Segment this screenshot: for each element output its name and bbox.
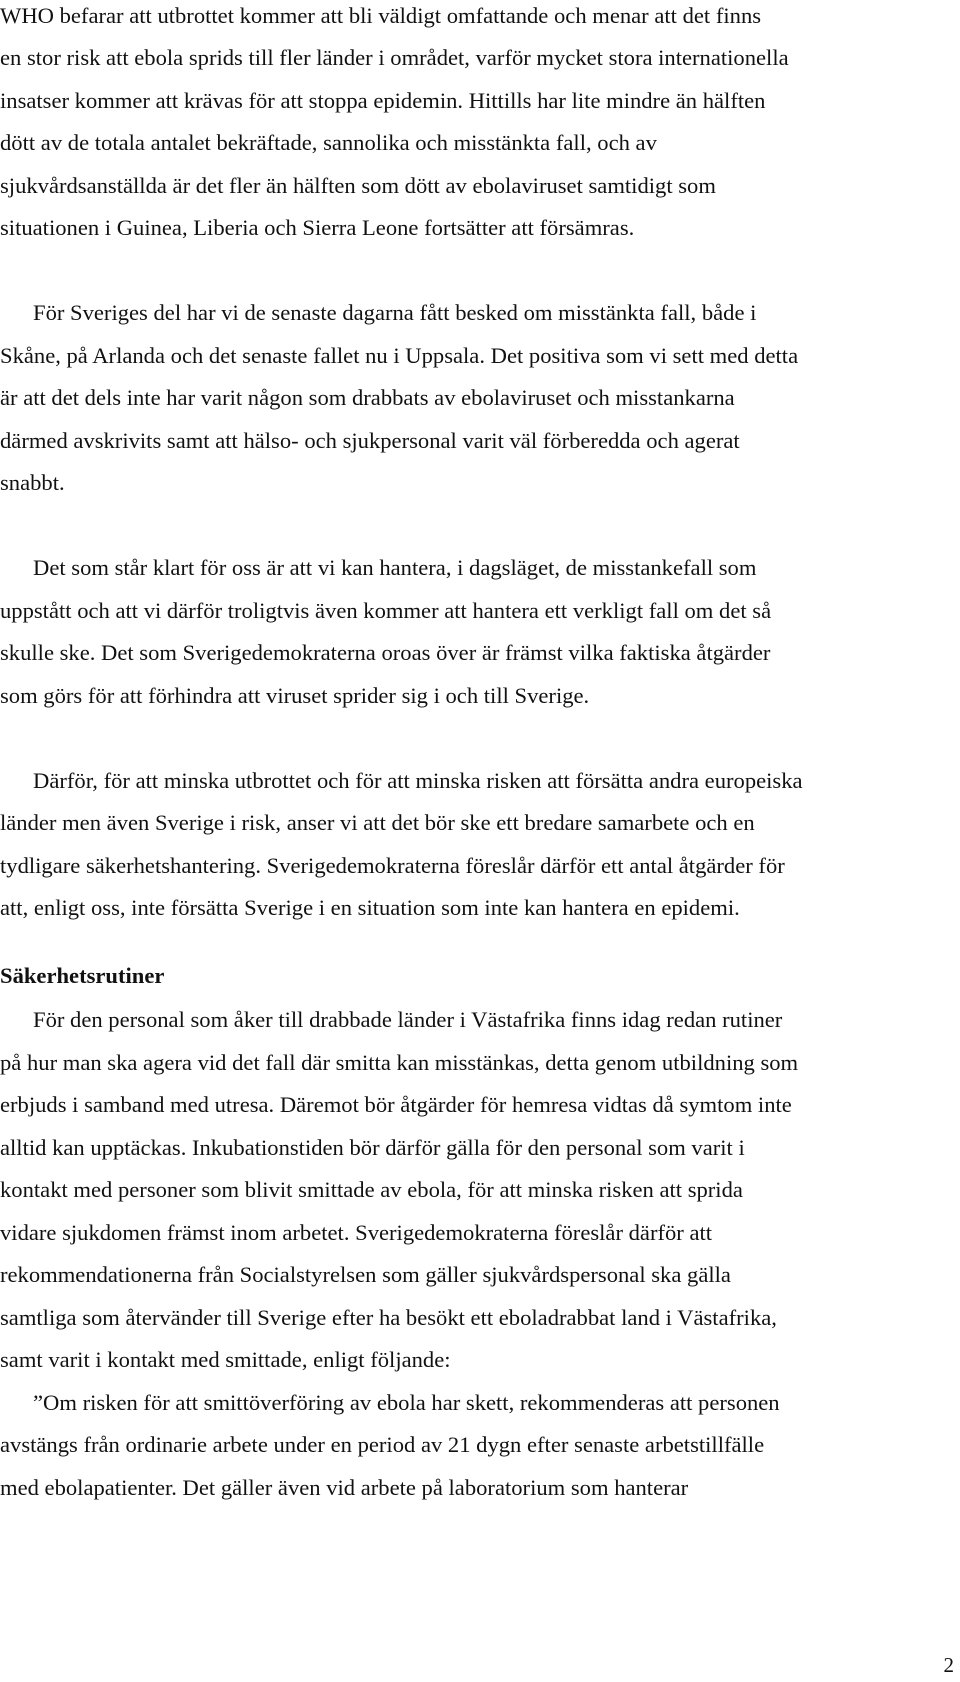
text-line: sjukvårdsanställda är det fler än hälften som dött av ebolaviruset samtidigt som [0, 173, 716, 198]
text-line: För Sveriges del har vi de senaste dagarna fått besked om misstänkta fall, både i [33, 300, 757, 325]
text-line: länder men även Sverige i risk, anser vi att det bör ske ett bredare samarbete och en [0, 810, 755, 835]
text-line: är att det dels inte har varit någon som drabbats av ebolaviruset och misstankarna [0, 385, 735, 410]
text-line: situationen i Guinea, Liberia och Sierra Leone fortsätter att försämras. [0, 215, 635, 240]
text-line: samt varit i kontakt med smittade, enligt följande: [0, 1347, 451, 1372]
text-line: För den personal som åker till drabbade länder i Västafrika finns idag redan rutiner [33, 1007, 783, 1032]
text-line: rekommendationerna från Socialstyrelsen som gäller sjukvårdspersonal ska gälla [0, 1262, 731, 1287]
text-line: avstängs från ordinarie arbete under en period av 21 dygn efter senaste arbetstillfälle [0, 1432, 765, 1457]
text-line: tydligare säkerhetshantering. Sverigedemokraterna föreslår därför ett antal åtgärder för [0, 853, 785, 878]
text-line: insatser kommer att krävas för att stoppa epidemin. Hittills har lite mindre än hälften [0, 88, 766, 113]
text-line: Det som står klart för oss är att vi kan hantera, i dagsläget, de misstankefall som [33, 555, 757, 580]
text-line: Skåne, på Arlanda och det senaste fallet nu i Uppsala. Det positiva som vi sett med detta [0, 343, 799, 368]
text-line: därmed avskrivits samt att hälso- och sjukpersonal varit väl förberedda och agerat [0, 428, 740, 453]
text-line: kontakt med personer som blivit smittade av ebola, för att minska risken att sprida [0, 1177, 743, 1202]
text-line: dött av de totala antalet bekräftade, sannolika och misstänkta fall, och av [0, 130, 657, 155]
text-line: ”Om risken för att smittöverföring av ebola har skett, rekommenderas att personen [33, 1390, 780, 1415]
text-line: alltid kan upptäckas. Inkubationstiden bör därför gälla för den personal som varit i [0, 1135, 745, 1160]
text-line: Därför, för att minska utbrottet och för att minska risken att försätta andra europeiska [33, 768, 803, 793]
text-line: erbjuds i samband med utresa. Däremot bör åtgärder för hemresa vidtas då symtom inte [0, 1092, 792, 1117]
text-line: uppstått och att vi därför troligtvis även kommer att hantera ett verkligt fall om det så [0, 598, 772, 623]
section-heading: Säkerhetsrutiner [0, 963, 165, 988]
page-number: 2 [943, 1653, 954, 1677]
text-line: WHO befarar att utbrottet kommer att bli väldigt omfattande och menar att det finns [0, 3, 762, 28]
text-line: med ebolapatienter. Det gäller även vid arbete på laboratorium som hanterar [0, 1475, 689, 1500]
text-line: på hur man ska agera vid det fall där smitta kan misstänkas, detta genom utbildning som [0, 1050, 799, 1075]
text-line: samtliga som återvänder till Sverige efter ha besökt ett eboladrabbat land i Västafrika, [0, 1305, 777, 1330]
text-line: en stor risk att ebola sprids till fler länder i området, varför mycket stora internationella [0, 45, 789, 70]
text-line: att, enligt oss, inte försätta Sverige i en situation som inte kan hantera en epidemi. [0, 895, 740, 920]
text-line: vidare sjukdomen främst inom arbetet. Sverigedemokraterna föreslår därför att [0, 1220, 713, 1245]
text-line: som görs för att förhindra att viruset sprider sig i och till Sverige. [0, 683, 590, 708]
text-line: snabbt. [0, 470, 65, 495]
text-line: skulle ske. Det som Sverigedemokraterna oroas över är främst vilka faktiska åtgärder [0, 640, 771, 665]
